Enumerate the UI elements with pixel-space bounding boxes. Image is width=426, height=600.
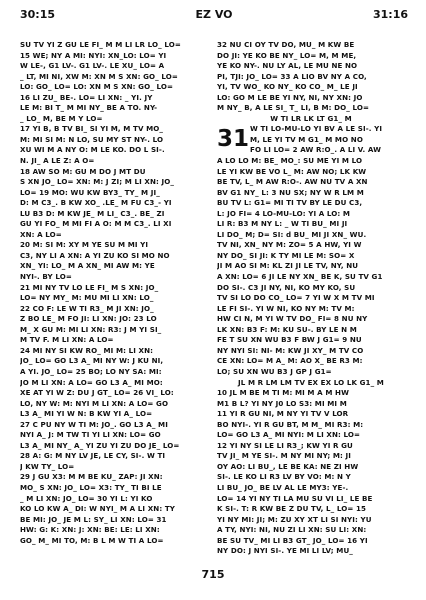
text-line: YI, TV WO_ KO NY_ KO CO_ M_ LE JI	[217, 82, 358, 92]
header-book-title: EZ VO	[195, 8, 233, 21]
text-line: JI M AO SI M: KL ZI JI LE TV, NY, NU	[217, 261, 359, 271]
right-column	[217, 40, 405, 557]
text-line: LI DO_ M; D= SI: d BU_ MI JI XN_ WU.	[217, 229, 367, 239]
text-line: DO JI: YE KO BE NY_ LO= M, M ME,	[217, 50, 357, 60]
text-line: _ M LI XN: JO_ LO= 30 YI L: YI KO	[20, 493, 153, 503]
text-line: 22 CO F: LE W TI R3_ M JI XN: JO_	[20, 303, 154, 313]
text-line: LO= NY MY_ M: MU MI LI XN: LO_	[20, 293, 154, 303]
text-line: BE TV, L_ M AW R:O-. AW NU TV A XN	[217, 177, 368, 187]
text-line: OY AO: LI BU_, LE BE KA: NE ZI HW	[217, 461, 359, 471]
text-line: TV SI LO DO CO_ LO= 7 YI W X M TV MI	[217, 293, 375, 303]
text-line: M1 B L? YI NY J0 LO S3: MI MI M	[217, 398, 347, 408]
text-line: _ LT, MI NI, XW M: XN M S XN: GO_ LO=	[20, 71, 178, 81]
text-line: LO= 14 YI NY TI LA MU SU VI LI_ LE BE	[217, 493, 373, 503]
text-line: YE KO NY-. NU LY AL, LE MU NE NO	[217, 61, 358, 71]
text-line: BE MI: JO_ JE M L: SY_ LI XN: LO= 31	[20, 514, 167, 524]
text-line: A LO LO M: BE_ MO_: SU ME YI M LO	[217, 156, 363, 166]
text-line: LE YI KW BE VO L_ M: AW NO; LK KW	[217, 166, 367, 176]
text-line: NYI-. BY LO=	[20, 272, 72, 282]
text-line: NY NYI SI: NI- M: KW JI XY_ M TV CO	[217, 345, 364, 355]
text-line: XN_ YI: LO_ M A XN_ MI AW M: YE	[20, 261, 155, 271]
text-line: W TI LO-MU-LO YI BV A LE SI-. YI	[250, 124, 383, 134]
text-line: FE T SU XN WU B3 F BW J G1= 9 NU	[217, 335, 362, 345]
text-line: TV NI, XN_ NY M: ZO= 5 A HW, YI W	[217, 240, 362, 250]
text-line: LI BU_ JO_ BE LV AL LE MY3: YE-.	[217, 482, 349, 492]
text-line: YI NY MI: JI; M: ZU XY XT LI SI NYI: YU	[217, 514, 372, 524]
section-heading: W TI LR LK LT G1_ M	[270, 113, 352, 123]
text-line: L: JO FI= 4 LO-MU-LO: YI A LO: M	[217, 208, 351, 218]
text-line: 21 MI NY TV LO LE FI_ M S XN: JO_	[20, 282, 159, 292]
text-line: GU YI FO_ M MI FI A O: M M C3_. LI XI	[20, 219, 172, 229]
text-line: S XN JO_ LO= XN: M: J ZI; M LI XN: JO_	[20, 177, 175, 187]
text-line: LU B3 D: M KW JE_ M LI_ C3_. BE_ ZI	[20, 208, 165, 218]
text-line: LO; SU XN WU B3 J GP J G1=	[217, 366, 332, 376]
text-line: 24 MI NY SI KW RO_ MI M: LI XN:	[20, 345, 154, 355]
text-line: A YI. JO_ LO= 25 BO; LO NY SA: MI:	[20, 366, 162, 376]
text-line: BV G1 NY_ L: 3 NU SX; NY W R LM M	[217, 187, 364, 197]
text-line: M: MI SI M: N LO, SU MY ST NY-. LO	[20, 134, 164, 144]
text-line: CE XN: LO= M A_ M: AO X_ BE R3 M:	[217, 356, 363, 366]
text-line: K SI-. T: R KW BE Z DU TV, L_ LO= 15	[217, 504, 367, 514]
text-line: W LE-, G1 LV-. G1 LV-. LE XU_ LO= A	[20, 61, 165, 71]
text-line: A TY, NYI: NI, NU ZI LI XN: SU LI: XN:	[217, 525, 367, 535]
text-line: 27 C PU NY W TI M: JO_. GO L3 A_ MI	[20, 419, 168, 429]
text-line: A XN: LO= 6 JI LE NY XN_ BE K, SU TV G1	[217, 272, 383, 282]
text-line: KO LO KW A_ DI: W NYI_ M A LI XN: TY	[20, 504, 176, 514]
text-line: J KW TY_ LO=	[20, 461, 75, 471]
text-line: PI, TJI: JO_ LO= 33 A LIO BV NY A CO,	[217, 71, 367, 81]
text-line: NY DO: J NYI SI-. YE MI LI LV; MU_	[217, 546, 353, 556]
header-right-reference: 31:16	[372, 8, 408, 21]
text-line: DO SI-. C3 JI NY, NI, KO MY KO, SU	[217, 282, 356, 292]
text-line: LO: GO M LE BE YI NY, NI, NY XN: JO	[217, 92, 363, 102]
text-line: JO_ LO= GO L3 A_ MI NY W: J KU NI,	[20, 356, 164, 366]
text-line: 18 AW SO M: GU M DO J MT DU	[20, 166, 146, 176]
text-line: D: M C3_. B KW XO_ .LE_ M FU C3_- YI	[20, 198, 172, 208]
chapter-number: 31	[217, 126, 250, 153]
text-line: M, LE YI TV M G1_ M MO NO	[250, 134, 363, 144]
text-line: LO= 19 MO: WU KW BY3_ TY_ M JI_	[20, 187, 160, 197]
text-line: LE M: BI T_ M MI NY_ BE A TO. NY-	[20, 103, 158, 113]
text-line: 32 NU CI OY TV DO, MU_ M KW BE	[217, 40, 355, 49]
text-line: 10 JL M BE M TI M: MI M A M HW	[217, 388, 350, 398]
page-number: 715	[201, 568, 225, 581]
text-line: XN: A LO=	[20, 229, 62, 239]
text-line: MO_ S XN: JO_ LO= X3: TY_ TI BI LE	[20, 482, 162, 492]
right-column-top-text	[217, 40, 405, 114]
text-line: HW: G: K: XN: J: XN: BE: LE: LI XN:	[20, 525, 160, 535]
text-line: HW CI N, M YI W TV DO_ FI= 8 NU NY	[217, 314, 368, 324]
text-line: 12 YI NY SI LE LI R3_; KW YI R GU	[217, 440, 353, 450]
text-line: 15 WE; NY A MI: NYI: XN_LO: LO= YI	[20, 50, 167, 60]
text-line: NYI A_ J: M TW TI YI LI XN: LO= GO	[20, 430, 161, 440]
text-line: LK XN: B3 F: M: KU SU-. BY LE N M	[217, 324, 357, 334]
text-line: LO, NY W: M: NYI M LI XN: A LO= GO	[20, 398, 169, 408]
text-line: M TV F. M LI XN: A LO=	[20, 335, 114, 345]
text-line: M NY_ B, A LE SI_ T_ LI, B M: DO_ LO=	[217, 103, 370, 113]
text-line: _ LO_ M, BE M Y LO=	[20, 113, 103, 123]
text-line: BO NYI-. YI R GU BT, M M_ MI R3: M:	[217, 419, 364, 429]
chapter-start	[217, 124, 405, 156]
left-column	[20, 40, 208, 546]
text-line: L3 A_ MI YI W N: B KW YI A_ LO=	[20, 409, 153, 419]
text-line: N. JI_ A LE Z: A O=	[20, 156, 95, 166]
text-line: SI-. LE KO LI R3 LV BY VO: M: N Y	[217, 472, 351, 482]
text-line: LO: GO_ LO= LO: XN M S XN: GO_ LO=	[20, 82, 173, 92]
text-line: GO_ M_ MI TO, M: B L M W TI A LO=	[20, 535, 164, 545]
right-column-middle-text	[217, 156, 405, 377]
text-line: 29 J GU X3: M M BE KU_ ZAP: JI XN:	[20, 472, 163, 482]
text-line: JO M LI XN: A LO= GO L3 A_ MI MO:	[20, 377, 163, 387]
text-line: 16 LI ZU_ BE-. LO= LI XN: _ YI. JY	[20, 92, 153, 102]
header-left-reference: 30:15	[20, 8, 56, 21]
text-line: FO LI LO= 2 AW R:O_. A LI V. AW	[250, 145, 382, 155]
text-line: TV JI_ M YE SI-. M NY MI NY; M: JI	[217, 451, 351, 461]
text-line: BU TV L: G1= MI TI TV BY LE DU C3,	[217, 198, 363, 208]
text-line: XU WI M A NY O: M LE KO. DO L SI-.	[20, 145, 165, 155]
text-line: LO= GO L3 A_ MI NYI: M LI XN: LO=	[217, 430, 361, 440]
chapter-opening-text	[250, 124, 405, 156]
text-line: LE FI SI-. YI W NI, KO NY M: TV M:	[217, 303, 355, 313]
text-line: L3 A_ MI NY_ A_ YI ZU YI ZU DO JE_ LO=	[20, 440, 180, 450]
text-line: M_ X GU M: MI LI XN: R3: J M YI SI_	[20, 324, 162, 334]
section-heading: JL M R LM LM TV EX EX LO LK G1_ M	[238, 377, 384, 387]
text-line: 20 M: SI M: XY M YE SU M MI YI	[20, 240, 149, 250]
text-line: LI R: B3 M NY L: _ W TI BU_ MI JI	[217, 219, 348, 229]
running-header	[20, 8, 408, 24]
text-line: C3, NY LI A XN: A YI ZU KO SI MO NO	[20, 250, 170, 260]
text-line: BE SU TV_ MI LI B3 GT_ JO_ LO= 16 YI	[217, 535, 368, 545]
text-line: 11 YI R GU NI, M NY YI TV V LOR	[217, 409, 349, 419]
text-line: SU TV YI Z GU LE FI_ M M LI LR LO_ LO=	[20, 40, 181, 49]
text-line: 28 A: G: M NY LV JE, LE CY, SI-. W TI	[20, 451, 166, 461]
text-line: 17 YI B, B TV BI_ SI YI M, M TV MO_	[20, 124, 164, 134]
text-line: XE AT YI W Z: DU J GT_ LO= 26 VI_ LO:	[20, 388, 174, 398]
text-line: Z BO LE_ M FO JI: LI XN: JO: 23 LO	[20, 314, 157, 324]
text-line: NY DO_ SI JI: K TY MI LE M: SO= X	[217, 250, 355, 260]
right-column-bottom-text	[217, 388, 405, 557]
